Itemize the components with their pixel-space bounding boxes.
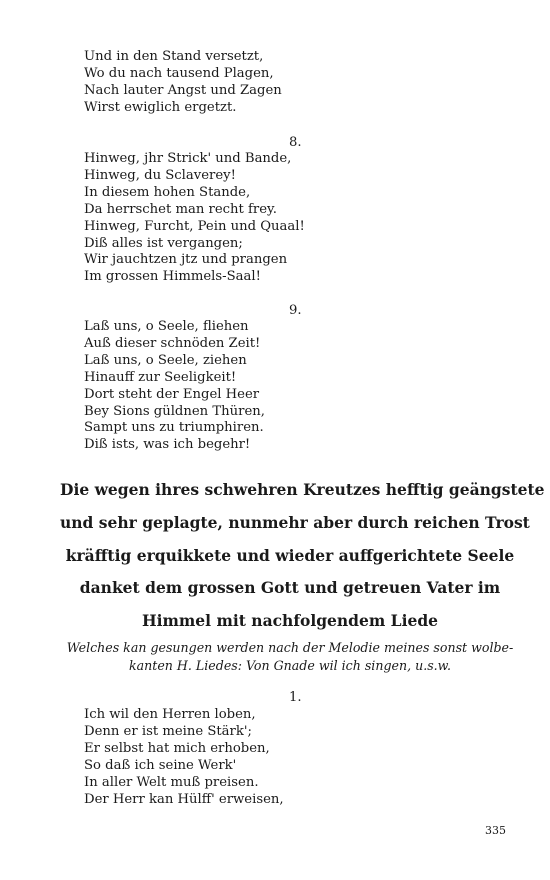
verse-line: Laß uns, o Seele, fliehen [84, 319, 249, 334]
heading-line: und sehr geplagte, nunmehr aber durch reichen Trost [60, 512, 530, 532]
stanza-previous [84, 49, 282, 117]
page-number: 335 [485, 824, 506, 837]
verse-line: Dort steht der Engel Heer [84, 386, 260, 402]
verse-line: Er selbst hat mich erhoben, [84, 740, 270, 756]
verse-line: Hinauff zur Seeligkeit! [84, 369, 237, 385]
stanza-9 [84, 319, 265, 454]
song-heading [60, 474, 545, 638]
verse-line: Wir jauchtzen jtz und prangen [84, 252, 288, 268]
stanza-number-9: 9. [289, 303, 302, 318]
verse-line: Sampt uns zu triumphiren. [84, 420, 264, 436]
verse-line: Denn er ist meine Stärk'; [84, 723, 252, 739]
verse-line: Im grossen Himmels-Saal! [84, 269, 261, 285]
verse-line: Diß alles ist vergangen; [84, 235, 243, 251]
verse-line: In aller Welt muß preisen. [84, 774, 259, 790]
verse-line: Auß dieser schnöden Zeit! [84, 335, 261, 351]
verse-line: Nach lauter Angst und Zagen [84, 82, 282, 98]
verse-line: Diß ists, was ich begehr! [84, 437, 251, 453]
verse-line: Wirst ewiglich ergetzt. [84, 99, 237, 115]
verse-line: So daß ich seine Werk' [84, 757, 237, 773]
heading-line: danket dem grossen Gott und getreuen Vater im [79, 578, 501, 598]
melody-note-line: Welches kan gesungen werden nach der Melodie meines sonst wolbe- [66, 640, 514, 655]
stanza-8 [84, 151, 305, 286]
stanza-number-1: 1. [289, 690, 302, 705]
verse-line: Ich wil den Herren loben, [84, 707, 256, 722]
verse-line: In diesem hohen Stande, [84, 184, 251, 200]
heading-line: kräfftig erquikkete und wieder auffgerichtete Seele [65, 545, 515, 565]
verse-line: Und in den Stand versetzt, [84, 49, 264, 64]
stanza-number-8: 8. [289, 135, 302, 150]
verse-line: Der Herr kan Hülff' erweisen, [84, 791, 284, 807]
stanza-1 [84, 707, 284, 808]
melody-note [64, 639, 516, 674]
verse-line: Hinweg, jhr Strick' und Bande, [84, 151, 292, 166]
verse-line: Da herrschet man recht frey. [84, 201, 277, 217]
verse-line: Wo du nach tausend Plagen, [84, 65, 274, 81]
verse-line: Hinweg, du Sclaverey! [84, 167, 236, 183]
verse-line: Laß uns, o Seele, ziehen [84, 352, 247, 368]
heading-line: Himmel mit nachfolgendem Liede [141, 611, 439, 631]
heading-line: Die wegen ihres schwehren Kreutzes hefftig geängstete [60, 480, 545, 499]
verse-line: Bey Sions güldnen Thüren, [84, 403, 265, 419]
melody-note-line: kanten H. Liedes: Von Gnade wil ich singen, u.s.w. [129, 657, 451, 673]
verse-line: Hinweg, Furcht, Pein und Quaal! [84, 218, 305, 234]
